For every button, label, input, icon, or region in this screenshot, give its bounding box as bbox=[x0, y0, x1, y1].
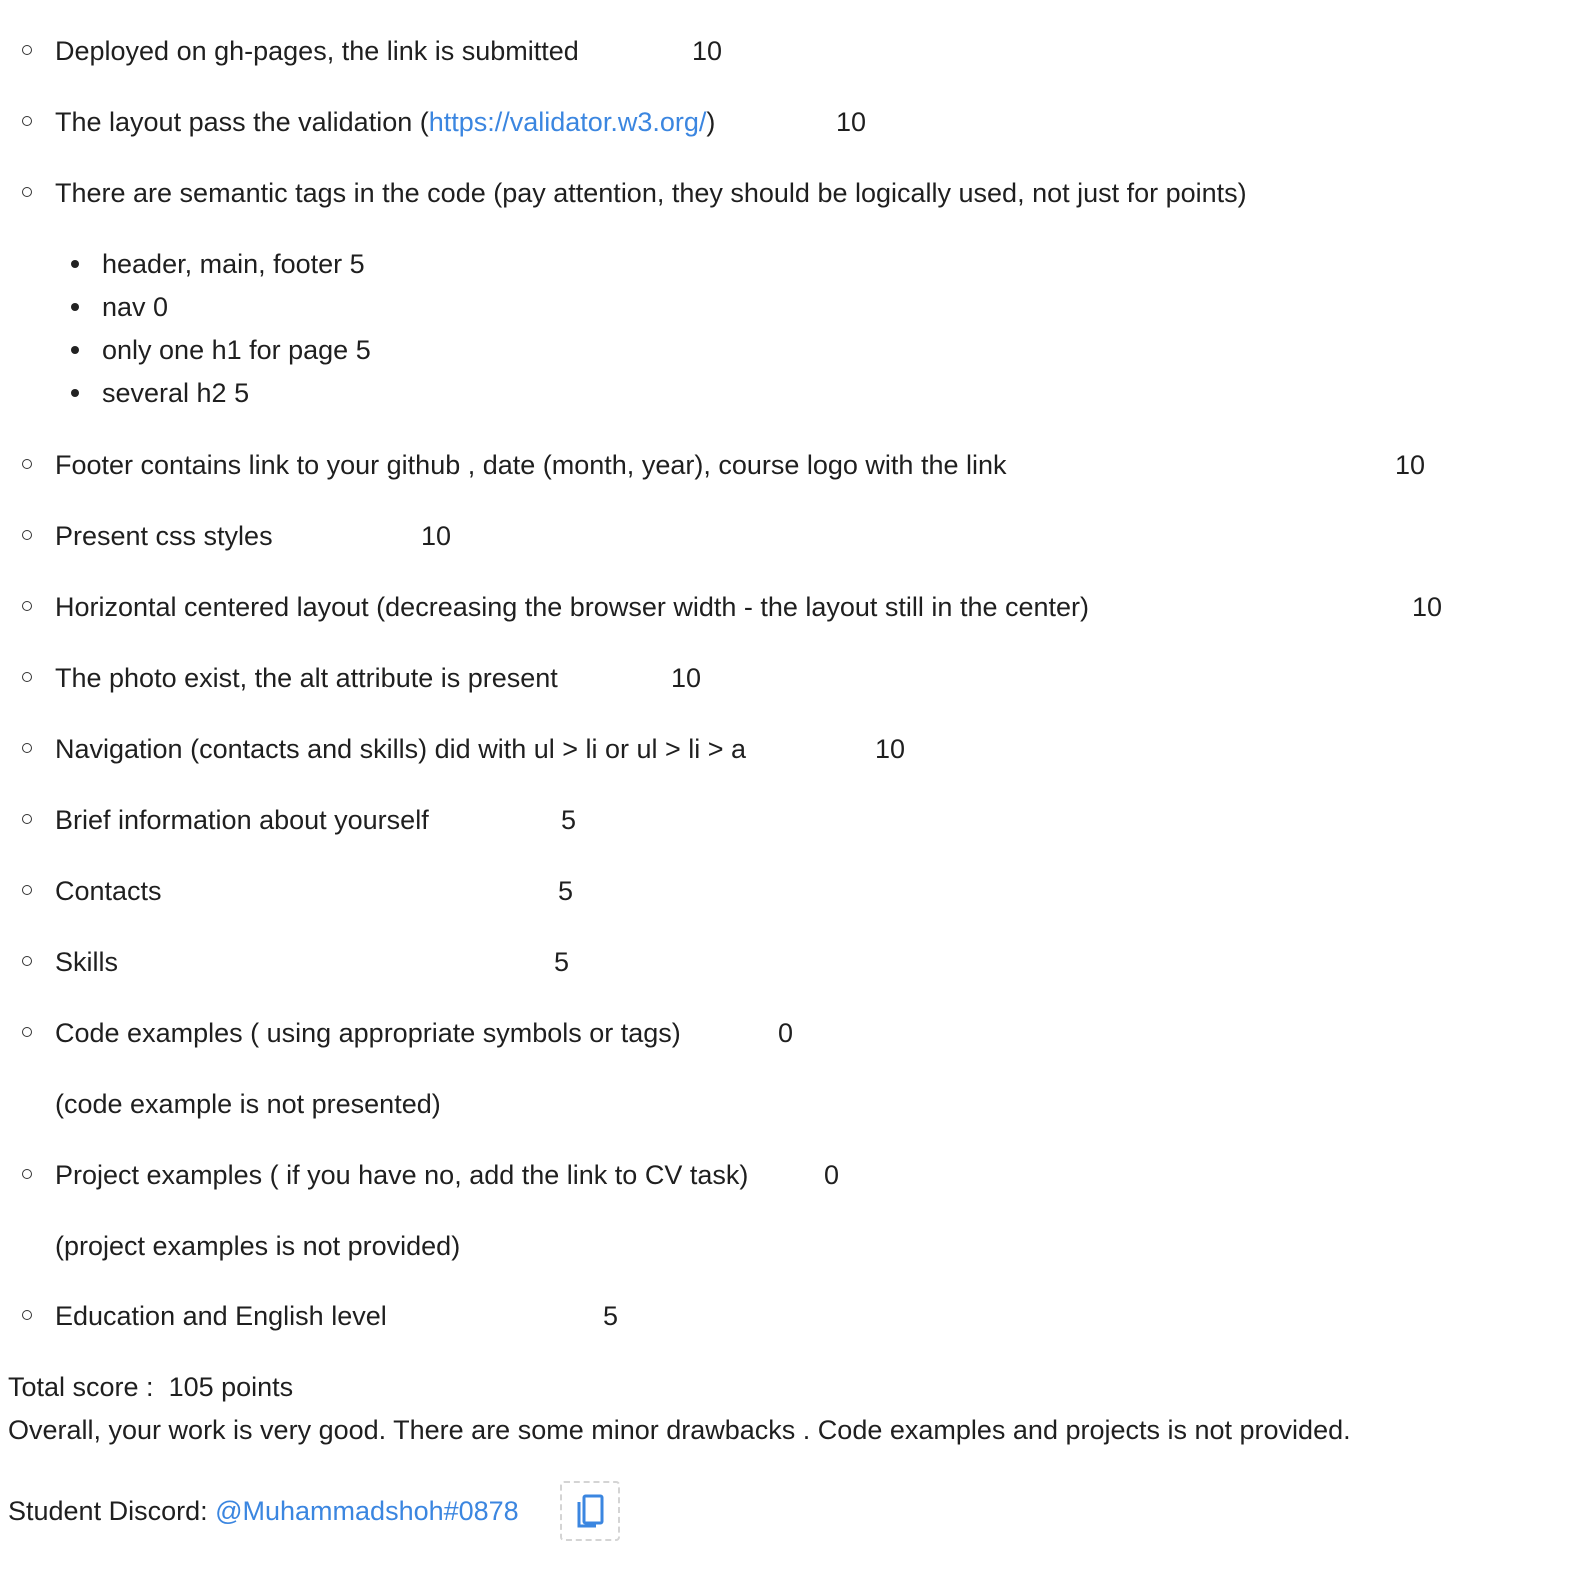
bullet-disc bbox=[71, 303, 79, 311]
criterion-score: 10 bbox=[836, 107, 867, 137]
criterion-score: 10 bbox=[875, 734, 906, 764]
criterion-score: 10 bbox=[421, 521, 452, 551]
criterion-score: 5 bbox=[554, 947, 570, 977]
criterion-score: 0 bbox=[824, 1160, 840, 1190]
criterion-label: Contacts bbox=[55, 876, 162, 906]
criterion-label: Horizontal centered layout (decreasing the browser width - the layout still in the center) bbox=[55, 592, 1090, 622]
total-score: Total score : 105 points bbox=[8, 1372, 294, 1402]
criterion-label bbox=[55, 109, 715, 136]
criterion-label: Footer contains link to your github , date (month, year), course logo with the link bbox=[55, 450, 1007, 480]
student-discord bbox=[8, 1498, 519, 1525]
criterion-score: 10 bbox=[692, 36, 723, 66]
overall-comment: Overall, your work is very good. There are some minor drawbacks . Code examples and projects is not provided. bbox=[8, 1415, 1351, 1445]
criterion-label: The photo exist, the alt attribute is present bbox=[55, 663, 558, 693]
criterion-label: Present css styles bbox=[55, 521, 273, 551]
bullet-circle bbox=[22, 187, 32, 197]
criterion-note: (code example is not presented) bbox=[55, 1089, 441, 1119]
bullet-circle bbox=[22, 956, 32, 966]
criterion-label: Project examples ( if you have no, add the link to CV task) bbox=[55, 1160, 749, 1190]
criterion-score: 10 bbox=[671, 663, 702, 693]
criterion-score: 5 bbox=[558, 876, 574, 906]
bullet-circle bbox=[22, 1310, 32, 1320]
bullet-circle bbox=[22, 672, 32, 682]
bullet-circle bbox=[22, 743, 32, 753]
bullet-circle bbox=[22, 1169, 32, 1179]
validator-link[interactable]: https://validator.w3.org/ bbox=[428, 107, 707, 137]
criterion-label: Code examples ( using appropriate symbols or tags) bbox=[55, 1018, 681, 1048]
criterion-score: 5 bbox=[561, 805, 577, 835]
bullet-disc bbox=[71, 260, 79, 268]
criterion-score: 0 bbox=[778, 1018, 794, 1048]
bullet-circle bbox=[22, 1027, 32, 1037]
bullet-circle bbox=[22, 45, 32, 55]
bullet-circle bbox=[22, 885, 32, 895]
criterion-label: There are semantic tags in the code (pay attention, they should be logically used, not just for points) bbox=[55, 178, 1247, 208]
criterion-note: (project examples is not provided) bbox=[55, 1231, 461, 1261]
sub-item: nav 0 bbox=[102, 292, 169, 322]
bullet-disc bbox=[71, 389, 79, 397]
criterion-label: Navigation (contacts and skills) did with ul > li or ul > li > a bbox=[55, 734, 747, 764]
bullet-disc bbox=[71, 346, 79, 354]
criterion-score: 10 bbox=[1395, 450, 1426, 480]
copy-icon bbox=[575, 1493, 605, 1529]
sub-item: only one h1 for page 5 bbox=[102, 335, 371, 365]
criterion-label-after: ) bbox=[706, 107, 716, 137]
sub-item: several h2 5 bbox=[102, 378, 250, 408]
criterion-label: Education and English level bbox=[55, 1301, 387, 1331]
criterion-label: Skills bbox=[55, 947, 119, 977]
discord-label: Student Discord: bbox=[8, 1496, 216, 1526]
criterion-score: 5 bbox=[603, 1301, 619, 1331]
criterion-label: Deployed on gh-pages, the link is submitted bbox=[55, 36, 579, 66]
bullet-circle bbox=[22, 814, 32, 824]
bullet-circle bbox=[22, 601, 32, 611]
bullet-circle bbox=[22, 116, 32, 126]
sub-item: header, main, footer 5 bbox=[102, 249, 365, 279]
discord-handle-link[interactable]: @Muhammadshoh#0878 bbox=[215, 1496, 519, 1526]
criterion-score: 10 bbox=[1412, 592, 1443, 622]
bullet-circle bbox=[22, 530, 32, 540]
criterion-label-before: The layout pass the validation ( bbox=[55, 107, 429, 137]
criterion-label: Brief information about yourself bbox=[55, 805, 429, 835]
bullet-circle bbox=[22, 459, 32, 469]
copy-button[interactable] bbox=[560, 1481, 620, 1541]
